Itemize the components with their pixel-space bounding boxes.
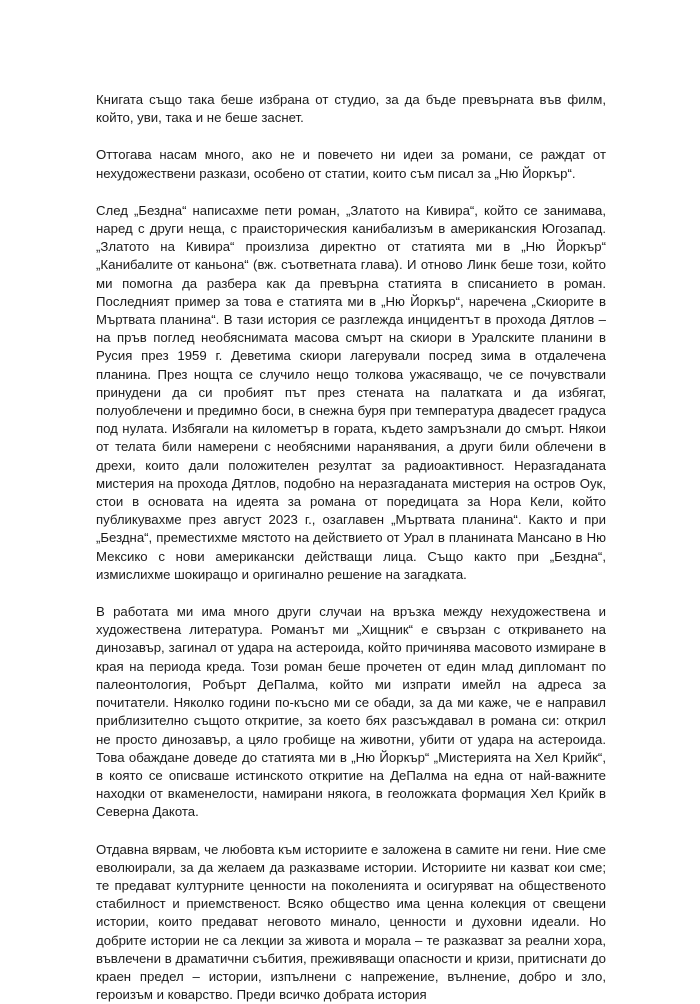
document-page [96,91,606,1004]
paragraph-3: След „Бездна“ написахме пети роман, „Златото на Кивира“, който се занимава, наред с други неща, с праисторическия канибализъм в американския Югозапад. „Златото на Кивира“ произлиза директно от статията ми в „Ню Йоркър“ „Канибалите от каньона“ (вж. съответната глава). И отново Линк беше този, който ми помогна да разбера как да превърна статията в списанието в роман. Последният пример за това е статията ми в „Ню Йоркър“, наречена „Скиорите в Мъртвата планина“. В тази история се разглежда инцидентът в прохода Дятлов – на пръв поглед необяснимата масова смърт на скиори в Уралските планини в Русия през 1959 г. Деветима скиори лагерували посред зима в отдалечена планина. През нощта се случило нещо толкова ужасяващо, че се почувствали принудени да си пробият път през стената на палатката и да избягат, полуоблечени и предимно боси, в снежна буря при температура двадесет градуса под нулата. Избягали на километър в гората, където замръзнали до смърт. Някои от телата били намерени с необясними наранявания, а други били облечени в дрехи, които дали положителен резултат за радиоактивност. Неразгаданата мистерия на прохода Дятлов, подобно на неразгаданата мистерия на остров Оук, стои в основата на идеята за романа от поредицата за Нора Кели, който публикувахме през август 2023 г., озаглавен „Мъртвата планина“. Както и при „Бездна“, преместихме мястото на действието от Урал в планината Мансано в Ню Мексико с нови американски действащи лица. Също както при „Бездна“, измислихме шокиращо и оригинално решение на загадката. [96,202,606,582]
paragraph-2: Оттогава насам много, ако не и повечето ни идеи за романи, се раждат от нехудожествени разкази, особено от статии, които съм писал за „Ню Йоркър“. [96,147,606,181]
paragraph-5: Отдавна вярвам, че любовта към историите е заложена в самите ни гени. Ние сме еволюирали, за да желаем да разказваме истории. Историите ни казват кои сме; те предават културните ценности на поколенията и осигуряват на общественото стабилност и приемственост. Всяко общество има ценна колекция от свещени истории, които предават неговото минало, ценности и духовни идеали. Но добрите истории не са лекции за живота и морала – те разказват за реални хора, въвлечени в драматични събития, преживяващи опасности и кризи, притиснати до краен предел – истории, изпълнени с напрежение, вълнение, добро и зло, героизъм и коварство. Преди всичко добрата история [96,841,606,1003]
paragraph-1: Книгата също така беше избрана от студио, за да бъде превърната във филм, който, уви, така и не беше заснет. [96,92,606,126]
paragraph-4: В работата ми има много други случаи на връзка между нехудожествена и художествена литература. Романът ми „Хищник“ е свързан с откриването на динозавър, загинал от удара на астероида, който причинява масовото измиране в края на периода креда. Този роман беше прочетен от един млад дипломант по палеонтология, Робърт ДеПалма, който ми изпрати имейл на адреса за почитатели. Няколко години по-късно ми се обади, за да ми каже, че е направил приблизително същото откритие, за което бях разсъждавал в романа си: открил не просто динозавър, а цяло гробище на животни, убити от удара на астероида. Това обаждане доведе до статията ми в „Ню Йоркър“ „Мистерията на Хел Крийк“, в която се описваше истинското откритие на ДеПалма на една от най-важните находки от вкаменелости, намирани някога, в геоложката формация Хел Крийк в Северна Дакота. [96,604,606,820]
